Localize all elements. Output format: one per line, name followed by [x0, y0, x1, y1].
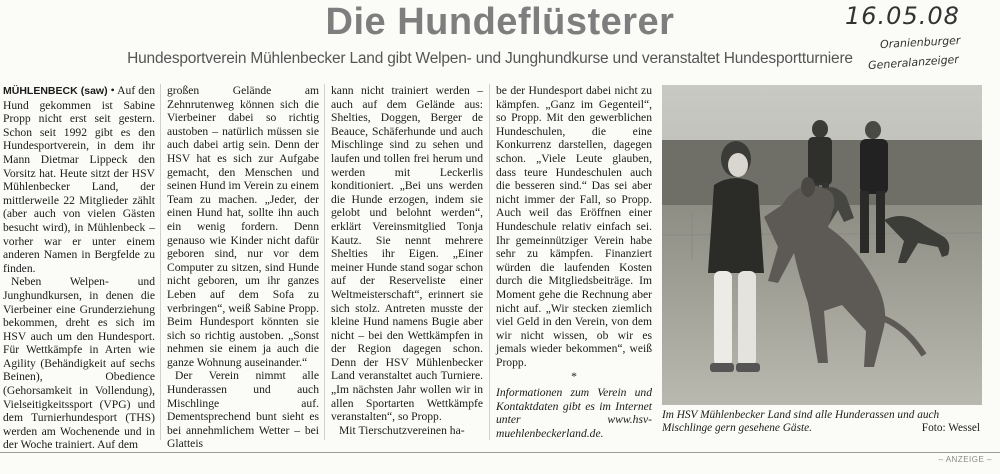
article-headline: Die Hundeflüsterer: [325, 1, 675, 43]
column-divider: [160, 84, 161, 440]
column-1-paragraph-2: Neben Welpen- und Junghundkursen, in denen die Vierbeiner eine Grunderziehung bekommen, dreht es sich im HSV auch um den Hundesport. Für Wettkämpfe in Arten wie Agility (Behändigkeit auf sechs Beinen), Obedience (Gehorsamkeit in Vollendung), Vielseitigkeitssport (VPG) und dem Turnierhundesport (THS) werden am Wochenende und in der Woche trainiert. Auf dem: [3, 275, 155, 452]
photo-caption-text: Im HSV Mühlenbecker Land sind alle Hunderassen und auch Mischlinge gern gesehene Gäste.: [662, 409, 940, 434]
section-star: *: [571, 370, 577, 384]
column-2-paragraph-2: Der Verein nimmt alle Hunderassen und auch Mischlinge auf. Dementsprechend bunt sieht es bei annehmlichem Wetter – bei Glatteis: [167, 369, 319, 451]
text-column-2: [167, 84, 319, 451]
column-4-paragraph-1: be der Hundesport dabei nicht zu kämpfen. „Ganz im Gegenteil“, so Propp. Mit den gewerblichen Hundeschulen, die eine Konkurrenz darstellen, dagegen schon. „Viele Leute glauben, dass teure Hundeschulen auch die besseren sind.“ Das sei aber nicht immer der Fall, so Propp. Auch weil das Eröffnen einer Hundeschule relativ einfach sei. Ihr gemeinnütziger Verein habe sehr zu kämpfen. Finanziert würden die laufenden Kosten durch die Mitgliedsbeiträge. Im Moment gehe die Rechnung aber nicht auf. „Wir stecken ziemlich viel Geld in den Verein, von dem wir nicht wissen, ob wir es jemals wieder bekommen“, weiß Propp.: [496, 84, 652, 369]
text-column-4: [496, 84, 652, 440]
column-1-paragraph-1: • Auf den Hund gekommen ist Sabine Propp nicht erst seit gestern. Schon seit 1992 gibt es den Hundesportverein, in dem ihr Mann Dietmar Lippeck den Vorsitz hat. Heute sitzt der HSV Mühlenbecker Land, der mittlerweile 22 Mitglieder zählt (aber auch von vielen Gästen besucht wird), in Mühlenbeck – vorher war er unter einem anderen Namen in Bergfelde zu finden.: [3, 84, 155, 275]
column-divider: [489, 84, 490, 440]
article-subheadline: Hundesportverein Mühlenbecker Land gibt Welpen- und Junghundkurse und veranstaltet Hundesportturniere: [127, 50, 853, 67]
column-3-paragraph-2: Mit Tierschutzvereinen ha-: [339, 423, 465, 437]
column-divider: [324, 84, 325, 440]
handwritten-source-line-2: Generalanzeiger: [867, 52, 960, 73]
footer-rule: [0, 452, 1000, 453]
photo-credit: Foto: Wessel: [921, 422, 980, 434]
text-column-1: [3, 84, 155, 452]
dateline: MÜHLENBECK (saw): [3, 85, 108, 97]
handwritten-date: 16.05.08: [845, 2, 960, 30]
column-3-paragraph-1: kann nicht trainiert werden – auch auf dem Gelände aus: Shelties, Doggen, Berger de Beauce, Schäferhunde und auch Mischlinge sind zu sehen und laufen und tollen frei herum und werden mit Leckerlis konditioniert. „Bei uns werden die Hunde erzogen, indem sie gelobt und belohnt werden“, erklärt Vereinsmitglied Tonja Kautz. Sie nennt mehrere Shelties ihr Eigen. „Einer meiner Hunde stand sogar schon auf der Reserveliste einer Weltmeisterschaft“, erinnert sie sich stolz. Antreten musste der kleine Hund namens Bugie aber nicht – bei den Wettkämpfen in der Region dagegen schon. Denn der HSV Mühlenbecker Land veranstaltet auch Turniere. „Im nächsten Jahr wollen wir in allen Sportarten Wettkämpfe veranstalten“, so Propp.: [331, 84, 483, 424]
info-note: Informationen zum Verein und Kontaktdaten gibt es im Internet unter www.hsv-muehlenbeckerland.de.: [496, 386, 652, 440]
photo-dogs-training-illustration: [662, 85, 982, 405]
advertisement-label: – ANZEIGE –: [938, 455, 992, 464]
article-photo: [662, 85, 982, 405]
text-column-3: [331, 84, 483, 440]
column-2-paragraph-1: großen Gelände am Zehnrutenweg können sich die Vierbeiner dabei so richtig austoben – natürlich müssen sie auch dabei artig sein. Denn der HSV hat es sich zur Aufgabe gemacht, den Menschen und seinen Hund im Verein zu einem Team zu machen. „Jeder, der einen Hund hat, sollte ihn auch ein wenig fordern. Denn genauso wie Kinder nicht dafür geboren sind, nur vor dem Computer zu sitzen, sind Hunde nicht geboren, um ihr ganzes Leben auf dem Sofa zu verbringen“, weiß Sabine Propp. Beim Hundesport könnten sie sich so richtig austoben. „Sonst nehmen sie einem ja auch die ganze Wohnung auseinander.“: [167, 84, 319, 369]
photo-caption: [662, 409, 980, 435]
handwritten-source-line-1: Oranienburger: [879, 33, 961, 52]
